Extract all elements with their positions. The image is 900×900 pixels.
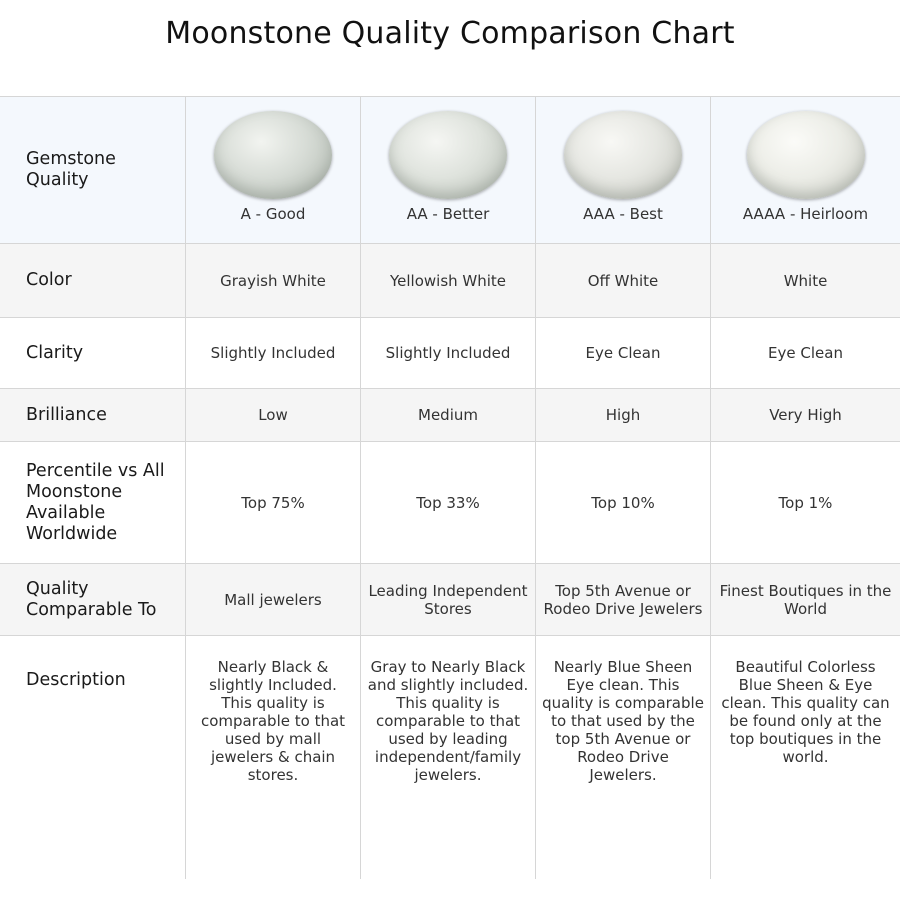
brilliance-cell: Low bbox=[185, 389, 360, 442]
clarity-cell: Eye Clean bbox=[535, 318, 710, 389]
row-label-color: Color bbox=[0, 244, 185, 318]
moonstone-aaaa-image bbox=[747, 111, 865, 199]
description-cell: Nearly Black & slightly Included. This quality is comparable to that used by mall jewelers & chain stores. bbox=[185, 636, 360, 879]
description-cell: Nearly Blue Sheen Eye clean. This quality is comparable to that used by the top 5th Avenue or Rodeo Drive Jewelers. bbox=[535, 636, 710, 879]
grade-cell bbox=[360, 97, 535, 244]
color-cell: Off White bbox=[535, 244, 710, 318]
color-cell: White bbox=[710, 244, 900, 318]
comparable-cell: Mall jewelers bbox=[185, 564, 360, 636]
clarity-cell: Slightly Included bbox=[360, 318, 535, 389]
color-cell: Grayish White bbox=[185, 244, 360, 318]
comparable-cell: Leading Independent Stores bbox=[360, 564, 535, 636]
moonstone-a-image bbox=[214, 111, 332, 199]
grade-label: AAA - Best bbox=[583, 205, 663, 223]
grade-label: AAAA - Heirloom bbox=[742, 205, 869, 223]
percentile-cell: Top 75% bbox=[185, 442, 360, 564]
row-label-percentile: Percentile vs All Moonstone Available Worldwide bbox=[0, 442, 185, 564]
brilliance-cell: Medium bbox=[360, 389, 535, 442]
percentile-cell: Top 10% bbox=[535, 442, 710, 564]
percentile-cell: Top 33% bbox=[360, 442, 535, 564]
color-cell: Yellowish White bbox=[360, 244, 535, 318]
row-label-description: Description bbox=[26, 670, 126, 690]
brilliance-cell: Very High bbox=[710, 389, 900, 442]
row-label-clarity: Clarity bbox=[0, 318, 185, 389]
comparable-cell: Finest Boutiques in the World bbox=[710, 564, 900, 636]
description-cell: Gray to Nearly Black and slightly included. This quality is comparable to that used by leading independent/family jewelers. bbox=[360, 636, 535, 879]
row-label-brilliance: Brilliance bbox=[0, 389, 185, 442]
page-title: Moonstone Quality Comparison Chart bbox=[165, 16, 735, 51]
grade-cell bbox=[185, 97, 360, 244]
row-label-gemstone-quality: Gemstone Quality bbox=[0, 97, 185, 244]
comparable-cell: Top 5th Avenue or Rodeo Drive Jewelers bbox=[535, 564, 710, 636]
grade-label: AA - Better bbox=[406, 205, 490, 223]
percentile-cell: Top 1% bbox=[710, 442, 900, 564]
row-label-comparable: Quality Comparable To bbox=[0, 564, 185, 636]
brilliance-cell: High bbox=[535, 389, 710, 442]
grade-cell bbox=[710, 97, 900, 244]
clarity-cell: Eye Clean bbox=[710, 318, 900, 389]
grade-label: A - Good bbox=[240, 205, 306, 223]
moonstone-aaa-image bbox=[564, 111, 682, 199]
description-cell: Beautiful Colorless Blue Sheen & Eye clean. This quality can be found only at the top boutiques in the world. bbox=[710, 636, 900, 879]
moonstone-aa-image bbox=[389, 111, 507, 199]
grade-cell bbox=[535, 97, 710, 244]
comparison-table bbox=[0, 96, 900, 879]
clarity-cell: Slightly Included bbox=[185, 318, 360, 389]
